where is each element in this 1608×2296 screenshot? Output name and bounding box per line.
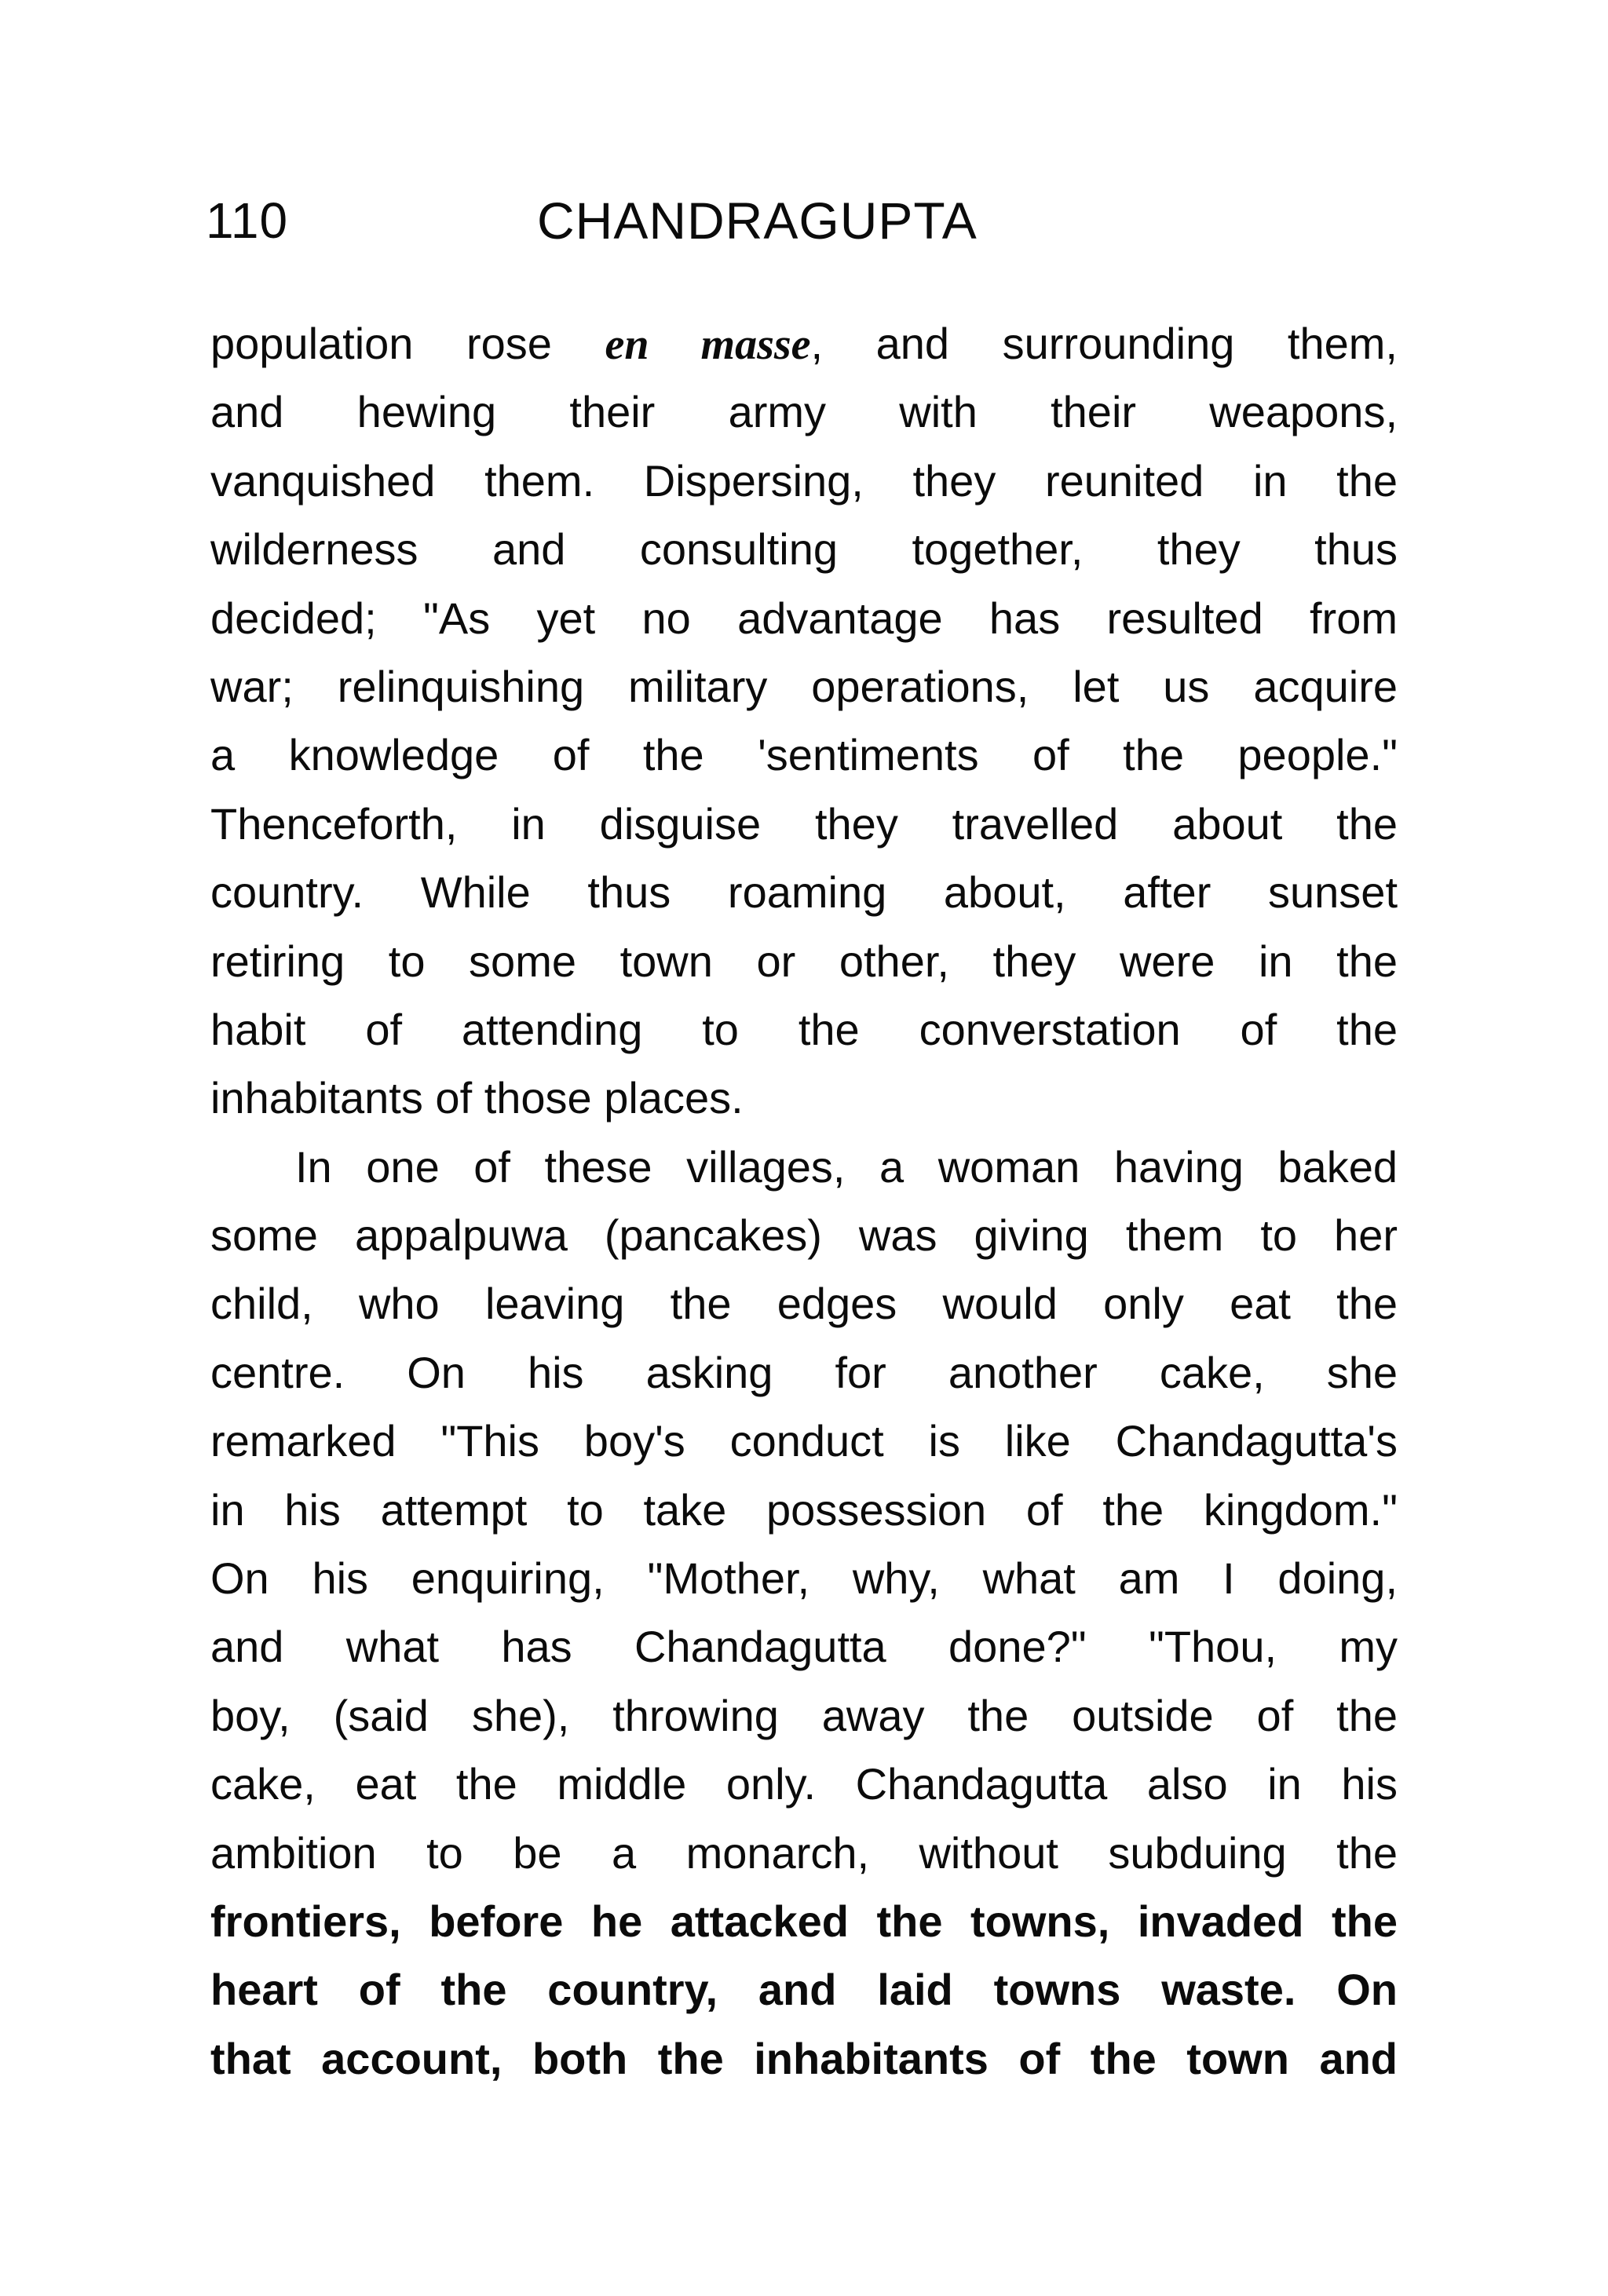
text-line: and what has Chandagutta done?" "Thou, my xyxy=(210,1622,1398,1672)
text-line: Thenceforth, in disguise they travelled about the xyxy=(210,798,1398,849)
text-line: that account, both the inhabitants of the town and xyxy=(210,2033,1398,2083)
text-line: vanquished them. Dispersing, they reunited in the xyxy=(210,455,1398,506)
text-line: in his attempt to take possession of the kingdom." xyxy=(210,1484,1398,1535)
text-line: ambition to be a monarch, without subduing the xyxy=(210,1827,1398,1878)
text-line: decided; "As yet no advantage has resulted from xyxy=(210,593,1398,643)
running-title: CHANDRAGUPTA xyxy=(537,192,978,250)
text-line: remarked "This boy's conduct is like Chandagutta's xyxy=(210,1416,1398,1466)
text-line: inhabitants of those places. xyxy=(210,1073,744,1123)
page-number: 110 xyxy=(206,192,289,249)
text-line: centre. On his asking for another cake, she xyxy=(210,1347,1398,1397)
text-line: some appalpuwa (pancakes) was giving them to her xyxy=(210,1210,1398,1261)
text-fragment: population rose xyxy=(210,319,605,368)
text-line: heart of the country, and laid towns waste. On xyxy=(210,1965,1398,2015)
text-line: war; relinquishing military operations, let us acquire xyxy=(210,661,1398,711)
text-line: a knowledge of the 'sentiments of the people." xyxy=(210,730,1398,780)
text-line: boy, (said she), throwing away the outside of the xyxy=(210,1690,1398,1740)
text-line: frontiers, before he attacked the towns, invaded the xyxy=(210,1896,1398,1946)
text-line: cake, eat the middle only. Chandagutta also in his xyxy=(210,1759,1398,1809)
text-line: and hewing their army with their weapons, xyxy=(210,387,1398,437)
text-line: In one of these villages, a woman having baked xyxy=(295,1141,1398,1192)
body-text xyxy=(210,309,1398,2093)
text-line: retiring to some town or other, they were in the xyxy=(210,936,1398,986)
text-line: habit of attending to the converstation of the xyxy=(210,1004,1398,1054)
text-line: child, who leaving the edges would only eat the xyxy=(210,1279,1398,1329)
italic-phrase: en masse xyxy=(605,320,811,369)
text-line: country. While thus roaming about, after sunset xyxy=(210,867,1398,918)
text-line: On his enquiring, "Mother, why, what am I doing, xyxy=(210,1553,1398,1604)
text-line xyxy=(210,309,1398,378)
text-line: wilderness and consulting together, they thus xyxy=(210,524,1398,575)
text-fragment: , and surrounding them, xyxy=(810,319,1398,368)
running-head xyxy=(206,185,1383,256)
